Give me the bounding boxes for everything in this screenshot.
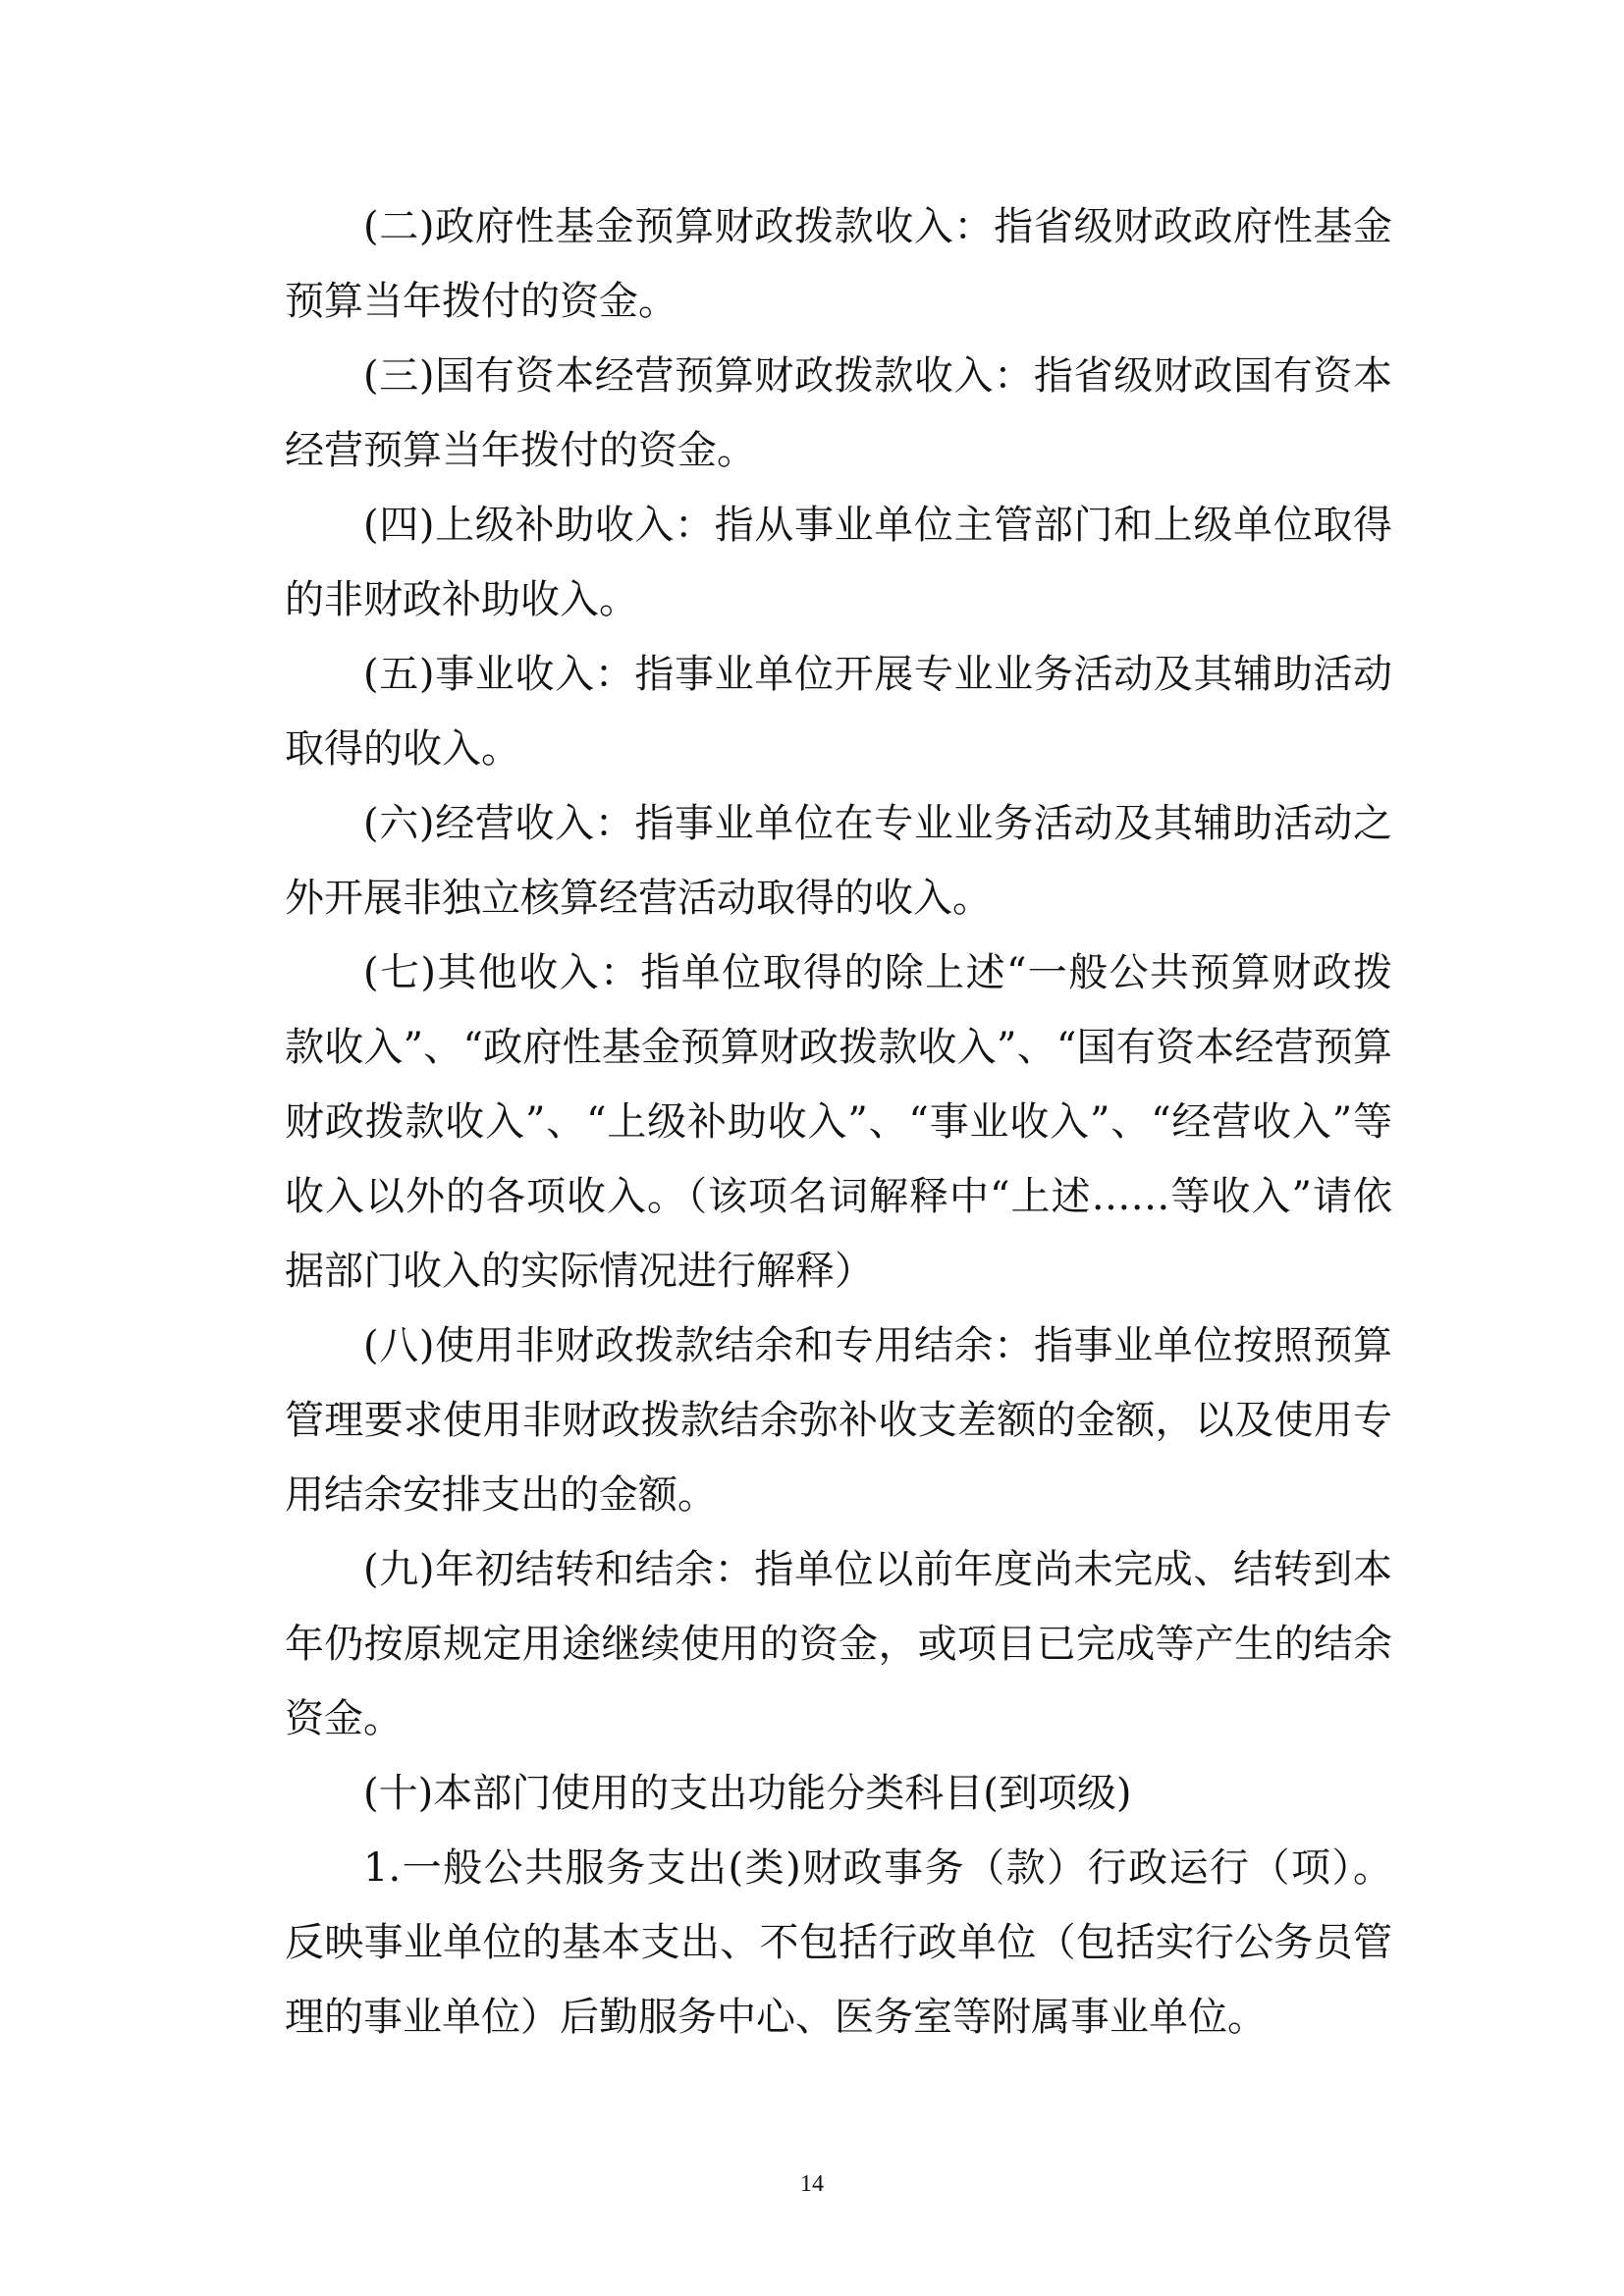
document-body	[285, 189, 1392, 2055]
paragraph-operating-revenue: (六)经营收入：指事业单位在专业业务活动及其辅助活动之外开展非独立核算经营活动取得的收入。	[285, 801, 1392, 921]
paragraph-general-public-service: 1.一般公共服务支出(类)财政事务（款）行政运行（项）。反映事业单位的基本支出、不包括行政单位（包括实行公务员管理的事业单位）后勤服务中心、医务室等附属事业单位。	[285, 1845, 1392, 2040]
paragraph-government-fund-revenue: (二)政府性基金预算财政拨款收入：指省级财政政府性基金预算当年拨付的资金。	[285, 204, 1392, 324]
paragraph-superior-subsidy-revenue: (四)上级补助收入：指从事业单位主管部门和上级单位取得的非财政补助收入。	[285, 503, 1392, 622]
paragraph-state-capital-revenue: (三)国有资本经营预算财政拨款收入：指省级财政国有资本经营预算当年拨付的资金。	[285, 353, 1392, 473]
paragraph-other-revenue: (七)其他收入：指单位取得的除上述“一般公共预算财政拨款收入”、“政府性基金预算财政拨款收入”、“国有资本经营预算财政拨款收入”、“上级补助收入”、“事业收入”、“经营收入”等收入以外的各项收入。（该项名词解释中“上述……等收入”请依据部门收入的实际情况进行解释）	[285, 950, 1392, 1294]
page-number: 14	[800, 2171, 824, 2197]
paragraph-business-revenue: (五)事业收入：指事业单位开展专业业务活动及其辅助活动取得的收入。	[285, 652, 1392, 772]
paragraph-non-fiscal-surplus: (八)使用非财政拨款结余和专用结余：指事业单位按照预算管理要求使用非财政拨款结余弥补收支差额的金额，以及使用专用结余安排支出的金额。	[285, 1323, 1392, 1518]
paragraph-carryover-surplus: (九)年初结转和结余：指单位以前年度尚未完成、结转到本年仍按原规定用途继续使用的资金，或项目已完成等产生的结余资金。	[285, 1547, 1392, 1741]
paragraph-expenditure-classification: (十)本部门使用的支出功能分类科目(到项级)	[363, 1771, 1132, 1816]
